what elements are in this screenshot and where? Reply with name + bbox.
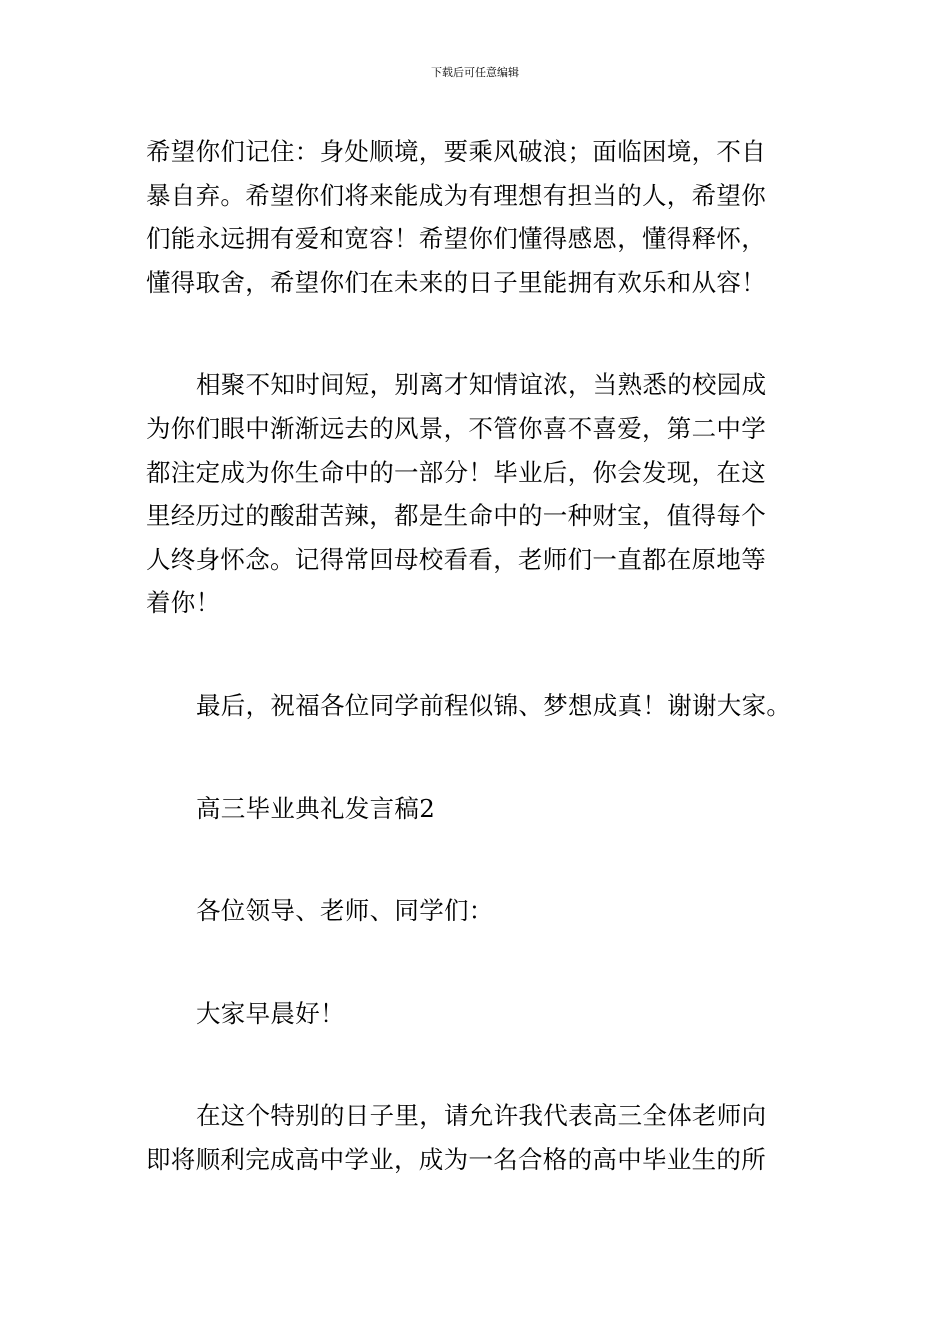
text-line: 最后，祝福各位同学前程似锦、梦想成真！谢谢大家。	[196, 690, 792, 720]
text-line: 相聚不知时间短，别离才知情谊浓，当熟悉的校园成	[196, 370, 767, 400]
text-line: 暴自弃。希望你们将来能成为有理想有担当的人，希望你	[146, 180, 766, 210]
paragraph-opening	[146, 1094, 810, 1181]
document-body	[146, 130, 810, 1182]
paragraph-closing	[146, 684, 810, 728]
paragraph-gap	[146, 625, 810, 684]
section-title	[146, 787, 810, 831]
page-header: 下载后可任意编辑	[431, 66, 519, 79]
text-line: 希望你们记住：身处顺境，要乘风破浪；面临困境，不自	[146, 137, 766, 166]
text-line: 懂得取舍，希望你们在未来的日子里能拥有欢乐和从容！	[146, 267, 766, 297]
paragraph-gap	[146, 304, 810, 363]
text-line: 人终身怀念。记得常回母校看看，老师们一直都在原地等	[146, 544, 766, 574]
paragraph-wishes	[146, 130, 810, 304]
paragraph-gap	[146, 728, 810, 787]
text-line: 着你！	[146, 588, 221, 618]
text-line: 里经历过的酸甜苦辣，都是生命中的一种财宝，值得每个	[146, 501, 766, 531]
text-line: 在这个特别的日子里，请允许我代表高三全体老师向	[196, 1101, 767, 1131]
text-line: 都注定成为你生命中的一部分！毕业后，你会发现，在这	[146, 457, 766, 487]
text-line: 大家早晨好！	[196, 998, 345, 1028]
text-line: 们能永远拥有爱和宽容！希望你们懂得感恩，懂得释怀，	[146, 224, 766, 254]
paragraph-greeting	[146, 992, 810, 1036]
paragraph-gap	[146, 830, 810, 889]
text-line: 为你们眼中渐渐远去的风景，不管你喜不喜爱，第二中学	[146, 413, 766, 443]
paragraph-salutation	[146, 889, 810, 933]
text-line: 各位领导、老师、同学们：	[196, 896, 494, 926]
paragraph-gap	[146, 1035, 810, 1094]
text-line: 高三毕业典礼发言稿2	[196, 793, 436, 823]
paragraph-farewell	[146, 363, 810, 625]
paragraph-gap	[146, 933, 810, 992]
text-line: 即将顺利完成高中学业，成为一名合格的高中毕业生的所	[146, 1144, 766, 1174]
